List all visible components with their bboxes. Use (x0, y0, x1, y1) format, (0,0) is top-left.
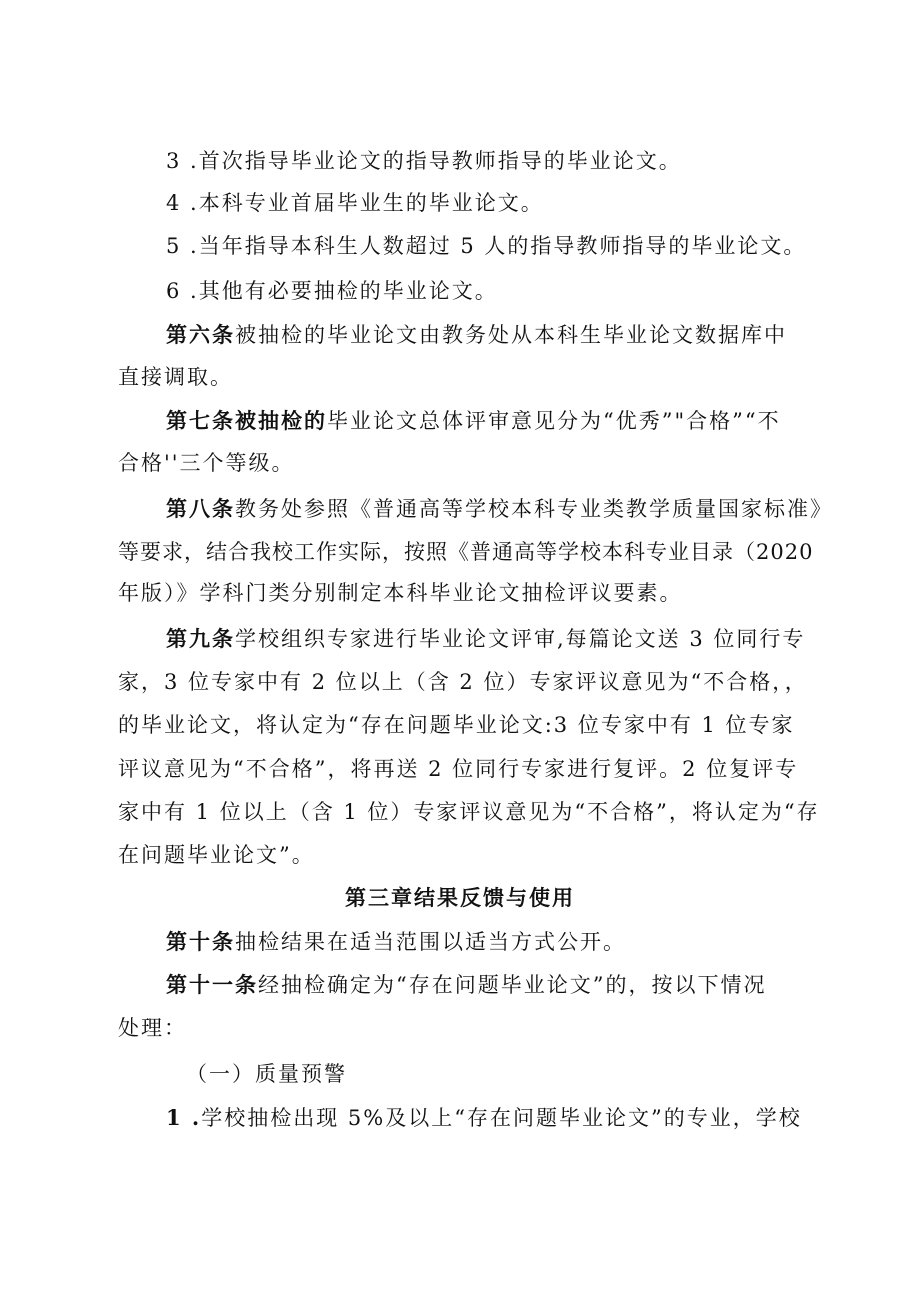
article-8-title: 第八条 (166, 496, 235, 521)
article-10-line-1: 第十条抽检结果在适当范围以适当方式公开。 (166, 929, 626, 954)
list-item-3: 3 .首次指导毕业论文的指导教师指导的毕业论文。 (166, 149, 682, 173)
article-9-line-6: 在问题毕业论文”。 (118, 843, 315, 867)
article-9-line-5: 家中有 1 位以上（含 1 位）专家评议意见为“不合格”，将认定为“存 (118, 800, 820, 824)
article-11-title: 第十一条 (166, 972, 258, 997)
article-7-title: 第七条被抽检的 (166, 408, 327, 433)
article-6-line-2: 直接调取。 (118, 365, 233, 389)
article-9-title: 第九条 (166, 626, 235, 651)
article-11-line-2: 处理： (118, 1016, 187, 1040)
article-8-line-1: 第八条教务处参照《普通高等学校本科专业类教学质量国家标准》 (166, 496, 833, 521)
article-8-line-2: 等要求，结合我校工作实际，按照《普通高等学校本科专业目录（2020 (118, 540, 814, 564)
list-item-6: 6 .其他有必要抽检的毕业论文。 (166, 279, 498, 303)
point-1-number: 1 . (166, 1105, 202, 1130)
article-11-line-1: 第十一条经抽检确定为“存在问题毕业论文”的，按以下情况 (166, 972, 767, 997)
section-1-heading: （一）质量预警 (186, 1062, 347, 1086)
list-item-4: 4 .本科专业首届毕业生的毕业论文。 (166, 191, 544, 215)
article-6-title: 第六条 (166, 322, 235, 347)
article-10-title: 第十条 (166, 929, 235, 954)
list-item-5: 5 .当年指导本科生人数超过 5 人的指导教师指导的毕业论文。 (166, 234, 807, 258)
point-1-line-1: 1 .学校抽检出现 5%及以上“存在问题毕业论文”的专业，学校 (166, 1105, 802, 1130)
article-6-line-1: 第六条被抽检的毕业论文由教务处从本科生毕业论文数据库中 (166, 322, 787, 347)
chapter-3-heading: 第三章结果反馈与使用 (345, 886, 575, 910)
article-7-line-2: 合格''三个等级。 (118, 451, 295, 475)
article-9-line-2: 家，3 位专家中有 2 位以上（含 2 位）专家评议意见为“不合格，， (118, 670, 808, 694)
article-8-line-3: 年版）》学科门类分别制定本科毕业论文抽检评议要素。 (118, 581, 683, 605)
article-9-line-4: 评议意见为“不合格”，将再送 2 位同行专家进行复评。2 位复评专 (118, 757, 799, 781)
article-9-line-1: 第九条学校组织专家进行毕业论文评审,每篇论文送 3 位同行专 (166, 626, 806, 651)
article-9-line-3: 的毕业论文，将认定为“存在问题毕业论文:3 位专家中有 1 位专家 (118, 713, 795, 737)
article-7-line-1: 第七条被抽检的毕业论文总体评审意见分为“优秀”"合格”“不 (166, 408, 781, 433)
